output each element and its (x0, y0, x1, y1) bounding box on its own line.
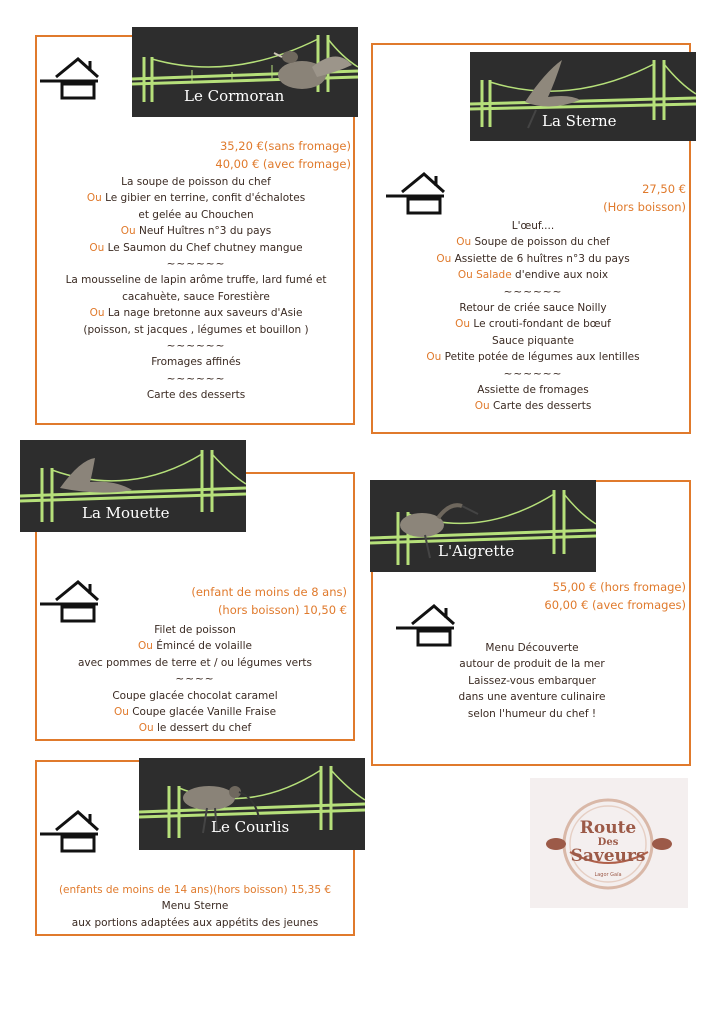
menu-line: dans une aventure culinaire (458, 691, 606, 704)
ou-label: Ou Salade (457, 269, 512, 282)
ou-label: Ou (89, 241, 105, 254)
gull-bird-icon (60, 458, 132, 493)
menu-line: d'endive aux noix (511, 269, 609, 282)
ou-label: Ou (436, 252, 452, 265)
menu-line: Carte des desserts (146, 389, 246, 402)
menu-line: Sauce piquante (492, 334, 574, 347)
logo-emblem (530, 778, 688, 908)
ou-label: Ou (138, 722, 154, 735)
banner-title-mouette: La Mouette (82, 504, 170, 522)
menu-line: Neuf Huîtres n°3 du pays (135, 225, 272, 238)
bridge-illustration (139, 758, 365, 850)
logo-text-2: Des (597, 837, 619, 848)
menu-line: La mousseline de lapin arôme truffe, lard fumé et (65, 274, 327, 287)
menu-line: L'œuf.... (511, 220, 555, 232)
ou-label: Ou (138, 640, 153, 653)
separator: ~~~~~~ (166, 258, 226, 271)
separator: ~~~~ (175, 673, 215, 686)
house-icon (40, 55, 102, 101)
separator: ~~~~~~ (166, 340, 226, 353)
banner-title-courlis: Le Courlis (211, 818, 290, 836)
price-sterne-1: 27,50 € (642, 182, 686, 196)
price-mouette-2: (hors boisson) 10,50 € (217, 603, 347, 617)
ou-label: Ou (120, 225, 136, 238)
menu-line: Le crouti-fondant de bœuf (470, 318, 611, 331)
menu-line: Émincé de volaille (152, 640, 252, 653)
menu-line: Coupe glacée Vanille Fraise (128, 706, 277, 719)
menu-line: Carte des desserts (489, 400, 592, 413)
menu-line: Menu Sterne (161, 900, 229, 913)
logo-tagline: Lagor Gaïa (594, 872, 622, 878)
price-aigrette-2: 60,00 € (avec fromages) (544, 598, 686, 612)
menu-line: Assiette de 6 huîtres n°3 du pays (451, 252, 630, 265)
menu-line: Coupe glacée chocolat caramel (112, 689, 278, 702)
menu-items-aigrette (392, 640, 672, 722)
menu-line: La nage bretonne aux saveurs d'Asie (104, 307, 303, 320)
price-aigrette-1: 55,00 € (hors fromage) (552, 580, 686, 594)
house-icon (40, 808, 102, 854)
menu-items-courlis (35, 882, 355, 931)
menu-line: aux portions adaptées aux appétits des jeunes (71, 916, 319, 929)
price-sterne-2: (Hors boisson) (603, 200, 686, 214)
menu-line: Assiette de fromages (477, 384, 589, 397)
separator: ~~~~~~ (503, 367, 563, 380)
banner-aigrette (370, 480, 596, 572)
banner-title-sterne: La Sterne (542, 112, 617, 130)
banner-cormoran (132, 27, 358, 117)
menu-line: Le gibier en terrine, confit d'échalotes (101, 192, 306, 205)
menu-line: cacahuète, sauce Forestière (122, 290, 270, 303)
menu-line: Laissez-vous embarquer (468, 674, 596, 687)
menu-line: Le Saumon du Chef chutney mangue (104, 241, 303, 254)
menu-line: selon l'humeur du chef ! (467, 707, 597, 720)
menu-line: Soupe de poisson du chef (471, 236, 610, 249)
ou-label: Ou (474, 400, 490, 413)
house-icon (386, 170, 448, 216)
menu-line: Retour de criée sauce Noilly (459, 302, 607, 315)
price-courlis: (enfants de moins de 14 ans)(hors boisson) 15,35 € (58, 884, 332, 896)
ou-label: Ou (86, 192, 102, 205)
ou-label: Ou (113, 706, 129, 719)
menu-line: et gelée au Chouchen (138, 208, 254, 221)
route-des-saveurs-logo (530, 778, 688, 908)
ou-label: Ou (456, 236, 472, 249)
menu-line: La soupe de poisson du chef (121, 176, 271, 188)
ou-label: Ou (455, 318, 471, 331)
ou-label: Ou (426, 351, 442, 364)
banner-title-aigrette: L'Aigrette (438, 542, 515, 560)
menu-line: avec pommes de terre et / ou légumes verts (77, 656, 313, 669)
menu-line: Filet de poisson (154, 624, 236, 636)
separator: ~~~~~~ (503, 285, 563, 298)
menu-line: le dessert du chef (153, 722, 252, 735)
cormorant-bird-icon (274, 51, 352, 89)
ou-label: Ou (89, 307, 105, 320)
menu-items-cormoran (40, 174, 352, 404)
banner-sterne (470, 52, 696, 141)
menu-line: Fromages affinés (151, 356, 241, 369)
menu-line: Menu Découverte (485, 642, 579, 654)
menu-line: Petite potée de légumes aux lentilles (441, 351, 640, 364)
menu-line: autour de produit de la mer (459, 658, 605, 671)
separator: ~~~~~~ (166, 372, 226, 385)
price-mouette-1: (enfant de moins de 8 ans) (191, 585, 347, 599)
logo-text-1: Route (579, 818, 637, 838)
logo-text-3: Saveurs (570, 846, 646, 866)
menu-items-mouette (35, 622, 355, 737)
banner-courlis (139, 758, 365, 850)
menu-items-sterne (373, 218, 693, 415)
price-cormoran-1: 35,20 €(sans fromage) (219, 139, 351, 153)
banner-title-cormoran: Le Cormoran (184, 87, 285, 105)
menu-line: (poisson, st jacques , légumes et bouillon ) (83, 323, 309, 336)
price-cormoran-2: 40,00 € (avec fromage) (215, 157, 351, 171)
banner-mouette (20, 440, 246, 532)
house-icon (40, 578, 102, 624)
